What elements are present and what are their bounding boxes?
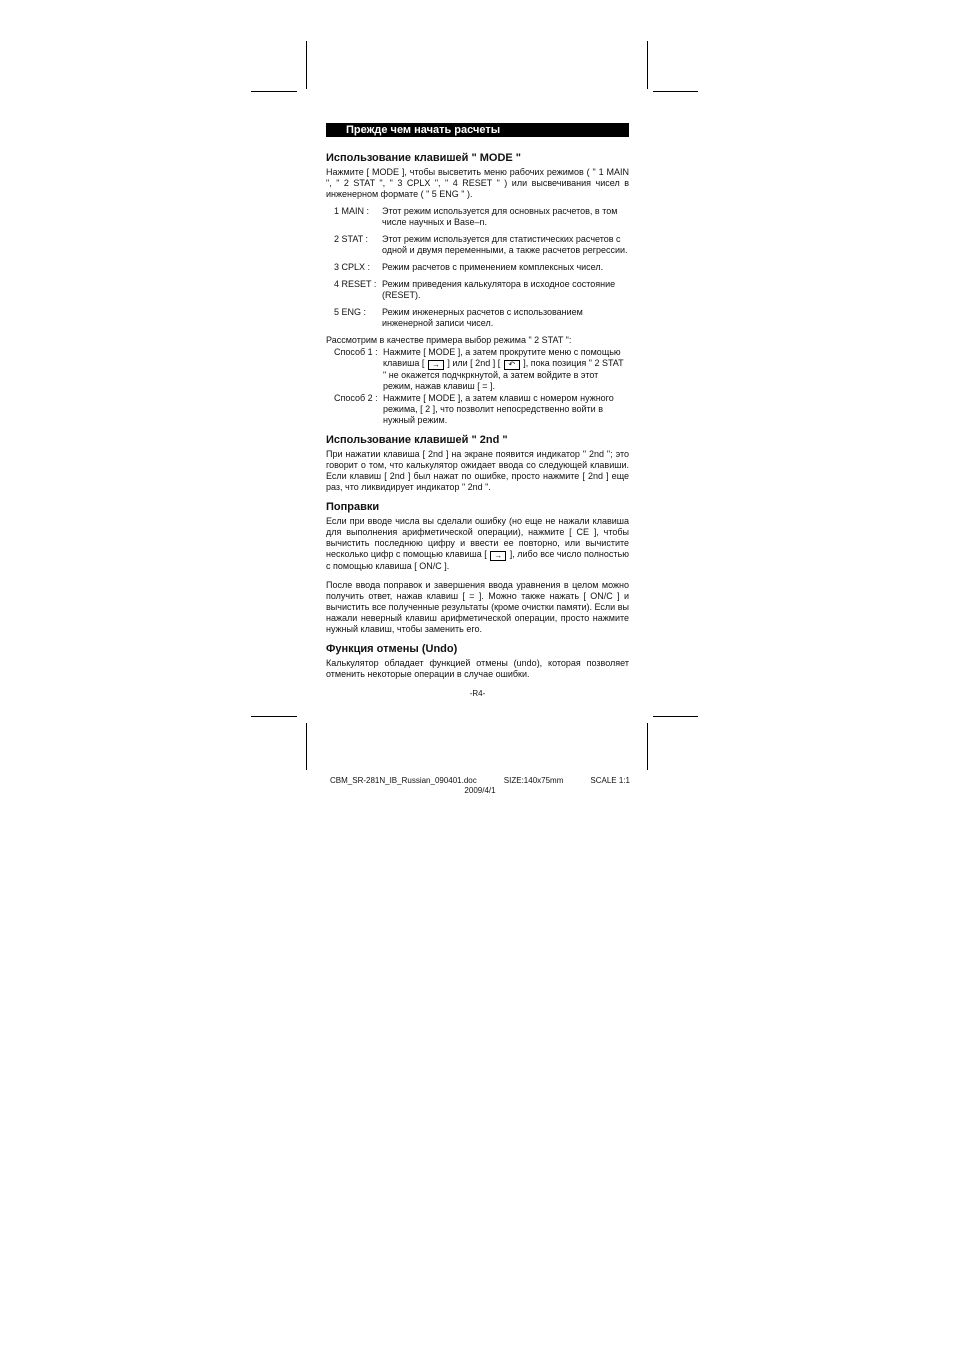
method-2 — [326, 393, 629, 426]
page-number: -R4- — [469, 689, 486, 698]
crop-mark — [647, 723, 648, 770]
corrections-paragraph-2: После ввода поправок и завершения ввода уравнения в целом можно получить ответ, нажав клавиш [ = ]. Можно также нажать [ ON/C ] и вычистить все полученные результаты (кроме очистки памяти). Если вы нажали неверный клавиш арифметической операции, просто нажмите нужный клавиш, чтобы заменить его. — [326, 580, 629, 634]
mode-example: Рассмотрим в качестве примера выбор режима " 2 STAT ": — [326, 335, 572, 345]
crop-mark — [647, 41, 648, 89]
mode-desc: Режим инженерных расчетов с использованием инженерной записи чисел. — [382, 307, 583, 328]
mode-section — [326, 152, 629, 426]
mode-desc: Режим расчетов с применением комплексных чисел. — [382, 262, 604, 272]
mode-section-title: Использование клавишей " MODE " — [326, 152, 522, 164]
method-1-text-c: ], пока позиция " 2 STAT " не окажется подчкркнутой, а затем войдите в этот режим, нажав клавиш [ = ]. — [383, 358, 624, 391]
crop-mark — [251, 91, 297, 92]
mode-desc: Этот режим используется для основных расчетов, в том числе научных и Base–n. — [382, 206, 618, 227]
mode-item — [326, 307, 629, 329]
corrections-section — [326, 501, 629, 635]
section-header-bar: Прежде чем начать расчеты — [326, 123, 629, 137]
method-1-text-b: ] или [ 2nd ] [ — [447, 358, 501, 368]
mode-key: 3 CPLX : — [334, 262, 371, 272]
footer-scale: SCALE 1:1 — [590, 776, 630, 785]
mode-item — [326, 262, 629, 273]
undo-arrow-icon: ↶ — [504, 360, 520, 370]
mode-desc: Режим приведения калькулятора в исходное состояние (RESET). — [382, 279, 616, 300]
footer-line — [330, 776, 630, 786]
method-1-desc — [383, 347, 629, 392]
method-2-desc: Нажмите [ MODE ], а затем клавиш с номером нужного режима, [ 2 ], что позволит непосредственно войти в нужный режим. — [383, 393, 614, 425]
crop-mark — [306, 41, 307, 89]
corrections-paragraph-1 — [326, 516, 629, 572]
footer-file: CBM_SR-281N_IB_Russian_090401.doc — [330, 776, 477, 785]
mode-key: 1 MAIN : — [334, 206, 370, 216]
mode-key: 2 STAT : — [334, 234, 369, 244]
second-key-title: Использование клавишей " 2nd " — [326, 434, 508, 446]
mode-key: 4 RESET : — [334, 279, 377, 289]
corrections-text-b: ], либо все число полностью с помощью клавиша [ ON/C ]. — [326, 549, 629, 571]
method-1-key: Способ 1 : — [334, 347, 378, 357]
print-footer — [330, 776, 630, 796]
method-1 — [326, 347, 629, 392]
second-key-section — [326, 434, 629, 493]
second-key-text: При нажатии клавиша [ 2nd ] на экране появится индикатор " 2nd "; это говорит о том, что калькулятор ожидает ввода со следующей клавиши. Если клавиш [ 2nd ] был нажат по ошибке, просто нажмите [ 2nd ] еще раз, что ликвидирует индикатор " 2nd ". — [326, 449, 629, 492]
mode-item — [326, 279, 629, 301]
crop-mark — [306, 723, 307, 770]
crop-mark — [251, 716, 297, 717]
corrections-text-a: Если при вводе числа вы сделали ошибку (но еще не нажали клавиша для выполнения арифметической операции), нажмите [ CE ], чтобы вычистить последнюю цифру и ввести ее повторно, или вычистите несколько цифр с помощью клавиша [ — [326, 516, 629, 559]
mode-desc: Этот режим используется для статистических расчетов с одной и двумя переменными, а также расчетов регрессии. — [382, 234, 628, 255]
mode-item — [326, 234, 629, 256]
manual-page — [326, 123, 629, 699]
right-arrow-icon: → — [428, 360, 444, 370]
mode-list — [326, 206, 629, 329]
method-1-text-a: Нажмите [ MODE ], а затем прокрутите меню с помощью клавиша [ — [383, 347, 621, 368]
undo-text: Калькулятор обладает функцией отмены (undo), которая позволяет отменить некоторые операции в случае ошибки. — [326, 658, 629, 679]
crop-mark — [653, 91, 698, 92]
method-2-key: Способ 2 : — [334, 393, 378, 403]
mode-intro: Нажмите [ MODE ], чтобы высветить меню рабочих режимов ( " 1 MAIN ", " 2 STAT ", " 3 CPLX ", " 4 RESET " ) или высвечивания чисел в инженерном формате ( " 5 ENG " ). — [326, 167, 629, 199]
mode-item — [326, 206, 629, 228]
right-arrow-icon: → — [490, 551, 506, 561]
footer-date: 2009/4/1 — [464, 786, 496, 795]
footer-size: SIZE:140x75mm — [503, 776, 564, 785]
undo-section — [326, 643, 629, 680]
corrections-title: Поправки — [326, 501, 380, 513]
undo-title: Функция отмены (Undo) — [326, 643, 458, 655]
crop-mark — [653, 716, 698, 717]
mode-key: 5 ENG : — [334, 307, 367, 317]
